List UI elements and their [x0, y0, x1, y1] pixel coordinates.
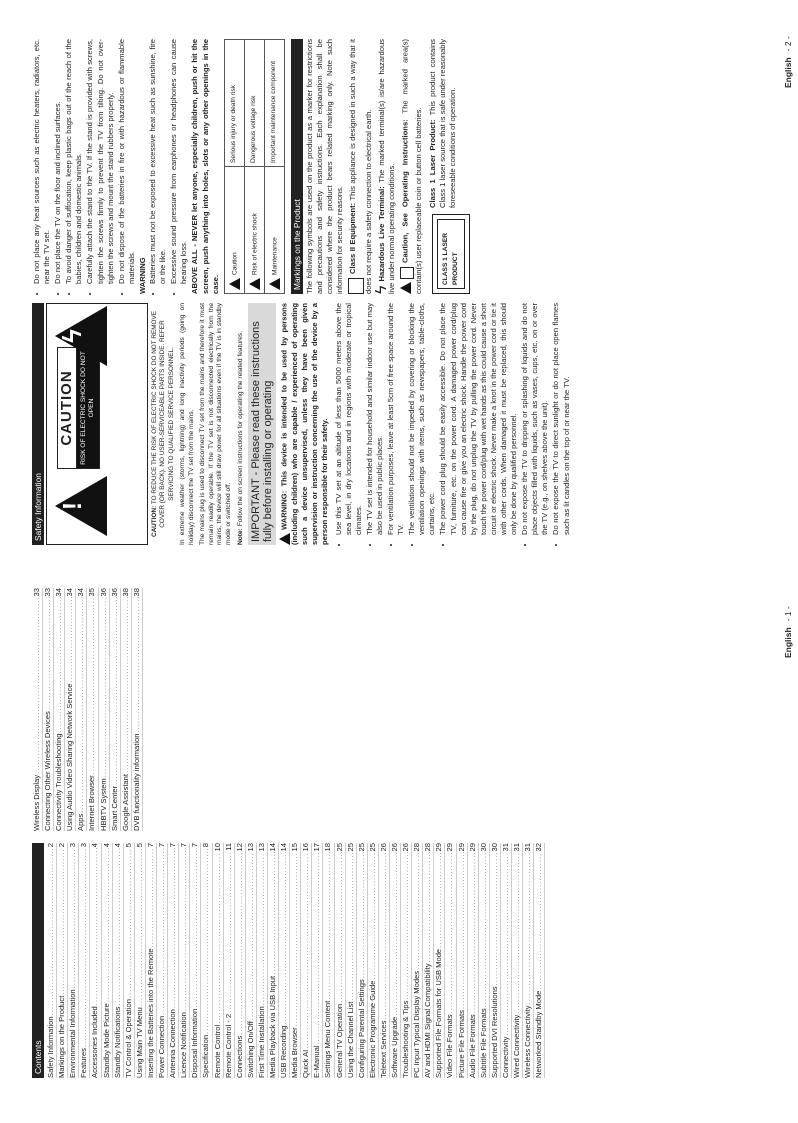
toc-entry[interactable]	[124, 843, 135, 1078]
toc-title: Audio File Formats	[467, 1014, 477, 1078]
toc-list-continued	[32, 588, 143, 831]
toc-leader	[323, 852, 333, 999]
toc-title: Specification	[201, 1034, 211, 1078]
footer-right	[783, 36, 793, 88]
toc-title: General TV Operation	[334, 1003, 344, 1078]
toc-title: Media Playback via USB Input	[267, 975, 277, 1078]
toc-page: 34	[65, 588, 75, 597]
toc-entry[interactable]	[76, 588, 87, 831]
toc-page: 30	[478, 843, 488, 852]
legend-icon	[249, 278, 260, 290]
toc-page: 11	[223, 843, 233, 851]
toc-leader	[168, 848, 178, 1008]
toc-entry[interactable]	[79, 843, 90, 1078]
toc-entry[interactable]	[113, 843, 124, 1078]
bullet-item: • For ventilation purposes, leave at least 5cm of free space around the TV.	[386, 303, 406, 535]
toc-leader	[301, 852, 311, 1048]
toc-entry[interactable]	[257, 843, 268, 1078]
toc-entry[interactable]	[457, 843, 468, 1078]
bullet-item: • Carefully attach the stand to the TV. If the stand is provided with screws, tighten the screws firmly to prevent the TV from tilting. Do not over-tighten the screws and mount the stand rubbers properly.	[85, 39, 115, 284]
legend-row	[264, 40, 284, 294]
toc-page: 16	[301, 843, 311, 852]
contents-heading: Contents	[32, 843, 44, 1078]
toc-entry[interactable]	[224, 843, 235, 1078]
toc-page: 25	[367, 843, 377, 852]
toc-page: 5	[123, 843, 133, 848]
toc-page: 38	[131, 588, 141, 597]
toc-title: Inserting the Batteries into the Remote	[145, 948, 155, 1078]
toc-leader	[68, 848, 78, 988]
toc-leader	[423, 852, 433, 962]
legend-label: Risk of electric shock	[250, 213, 258, 275]
toc-leader	[312, 852, 322, 1044]
safety-column-1	[32, 303, 573, 545]
toc-leader	[235, 852, 245, 1034]
toc-entry[interactable]	[501, 843, 512, 1078]
contents-column-2	[32, 588, 143, 831]
toc-page: 35	[87, 588, 97, 597]
toc-entry[interactable]	[121, 588, 132, 831]
toc-page: 29	[467, 843, 477, 852]
toc-page: 36	[98, 588, 108, 597]
legend-icon	[269, 278, 280, 290]
toc-leader	[201, 848, 211, 1034]
toc-page: 29	[434, 843, 444, 852]
toc-entry[interactable]	[323, 843, 334, 1078]
toc-page: 28	[412, 843, 422, 852]
toc-leader	[268, 852, 278, 974]
laser-label-box: CLASS 1 LASER PRODUCT	[432, 214, 470, 294]
legend-desc: Important maintenance component	[264, 40, 284, 167]
toc-leader	[479, 852, 489, 1007]
toc-page: 5	[134, 843, 144, 848]
toc-entry[interactable]	[179, 843, 190, 1078]
toc-page: 25	[334, 843, 344, 852]
toc-title: Electronic Programme Guide	[367, 980, 377, 1078]
toc-leader	[434, 852, 444, 947]
toc-page: 14	[267, 843, 277, 852]
toc-leader	[357, 852, 367, 978]
legend-row	[244, 40, 264, 294]
toc-leader	[457, 852, 467, 1009]
battery-bullets	[148, 39, 189, 294]
toc-entry[interactable]	[68, 843, 79, 1078]
toc-page: 13	[256, 843, 266, 852]
toc-leader	[135, 848, 145, 1006]
toc-leader	[76, 597, 86, 812]
lightning-icon: ϟ	[373, 285, 391, 294]
toc-title: E-Manual	[312, 1045, 322, 1078]
toc-title: Software Upgrade	[390, 1016, 399, 1078]
toc-title: USB Recording	[279, 1025, 289, 1078]
toc-title: Licence Notification	[179, 1012, 189, 1078]
toc-leader	[346, 852, 356, 1000]
bullet-item: • Use this TV set at an altitude of less than 5000 meters above the sea level, in dry locations and in regions with moderate or tropical climates.	[334, 303, 364, 535]
toc-page: 26	[378, 843, 388, 852]
toc-page: 8	[201, 843, 211, 848]
caution-sub: RISK OF ELECTRIC SHOCK DO NOT OPEN	[77, 348, 99, 468]
symbol-legend-table	[224, 39, 285, 294]
toc-entry[interactable]	[90, 843, 101, 1078]
toc-title: Video File Formats	[445, 1014, 455, 1078]
toc-title: Safety Information	[46, 1016, 56, 1078]
toc-entry[interactable]	[132, 588, 143, 831]
toc-leader	[79, 848, 89, 1047]
important-banner: IMPORTANT - Please read these instructions fully before installing or operating	[248, 303, 276, 545]
toc-leader	[257, 852, 267, 1005]
toc-leader	[90, 848, 100, 1005]
bullet-item: • Do not expose the TV to dripping or splashing of liquids and do not place objects filled with liquids, such as vases, cups, etc. on or over the TV (e.g., on shelves above the unit).	[520, 303, 550, 535]
toc-page: 7	[145, 843, 155, 848]
toc-page: 33	[43, 588, 53, 597]
footer-left	[783, 606, 793, 658]
toc-title: Remote Control	[212, 1024, 222, 1078]
toc-entry[interactable]	[157, 843, 168, 1078]
toc-title: Standby Mode Picture	[101, 1003, 111, 1078]
toc-title: Subtitle File Formats	[478, 1008, 488, 1078]
toc-page: 13	[245, 843, 255, 852]
toc-title: PC Input Typical Display Modes	[412, 970, 422, 1078]
bullet-item: • Do not place the TV on the floor and inclined surfaces.	[53, 39, 63, 284]
warning-icon	[279, 533, 290, 545]
toc-entry[interactable]	[65, 588, 76, 831]
toc-entry[interactable]	[346, 843, 357, 1078]
toc-page: 18	[323, 843, 333, 852]
toc-page: 4	[90, 843, 100, 848]
toc-page: 15	[290, 843, 300, 852]
toc-entry[interactable]	[479, 843, 490, 1078]
toc-page: 31	[500, 843, 510, 852]
toc-title: Accessories Included	[90, 1006, 100, 1078]
toc-entry[interactable]	[490, 843, 501, 1078]
footer-lang: English	[783, 57, 793, 88]
toc-leader	[65, 597, 75, 682]
toc-leader	[102, 848, 112, 1002]
bullet-item: • The TV set is intended for household and similar indoor use but may also be used in public places.	[365, 303, 385, 535]
toc-leader	[157, 848, 167, 1015]
bullet-item: • The power cord plug should be easily accessible. Do not place the TV, furniture, etc. on the power cord. A damaged power cord/plug can cause fire or give you an electric shock. Handle the power cord by the plug, do not unplug the TV by pulling the power cord. Never touch the power cord/plug with wet hands as this could cause a short circuit or electric shock. Never make a knot in the power cord or tie it with other cords. When damaged it must be replaced, this should only be done by qualified personnel.	[438, 303, 519, 535]
toc-entry[interactable]	[168, 843, 179, 1078]
toc-title: Connecting Other Wireless Devices	[43, 711, 53, 831]
bullet-item: • To avoid danger of suffocation, keep plastic bags out of the reach of the babies, children and domestic animals.	[64, 39, 84, 284]
toc-title: Antenna Connection	[168, 1009, 178, 1078]
toc-entry[interactable]	[445, 843, 456, 1078]
toc-page: 7	[168, 843, 178, 848]
live-terminal-item: ϟHazardous Live Terminal: The marked terminal(s) is/are hazardous live under normal operating conditions.	[373, 39, 397, 294]
toc-page: 7	[179, 843, 189, 848]
bullet-item: • Do not place any heat sources such as electric heaters, radiators, etc. near the TV set.	[32, 39, 52, 284]
class-ii-icon	[348, 278, 364, 294]
caution-title: CAUTION	[58, 348, 77, 468]
toc-page: 38	[120, 588, 130, 597]
toc-page: 12	[234, 843, 244, 852]
legend-icon	[229, 278, 240, 290]
toc-leader	[54, 597, 64, 732]
toc-page: 29	[445, 843, 455, 852]
toc-entry[interactable]	[368, 843, 379, 1078]
toc-entry[interactable]	[102, 843, 113, 1078]
toc-entry[interactable]	[46, 843, 57, 1078]
bullet-item: • Do not dispose of the batteries in fire or with hazardous or flammable materials.	[117, 39, 137, 284]
markings-intro: The following symbols are used on the product as a marker for restrictions and precautions and safety instructions. Each explanation shall be considered where the product bears related marking only. Note such information for security reasons.	[304, 39, 345, 294]
bullet-item: • Excessive sound pressure from earphones or headphones can cause hearing loss.	[169, 39, 189, 284]
toc-leader	[121, 597, 131, 773]
toc-page: 3	[79, 843, 89, 848]
toc-entry[interactable]	[534, 843, 545, 1078]
toc-title: HBBTV System	[98, 778, 108, 831]
legend-label: Maintenance	[270, 237, 278, 275]
toc-leader	[146, 848, 156, 947]
toc-title: Connections	[234, 1035, 244, 1078]
toc-leader	[57, 848, 67, 994]
toc-title: Connectivity Troubleshooting	[54, 733, 64, 831]
disconnect-note: In extreme weather (storms, lightning) and long inactivity periods (going on holiday) disconnect the TV set from the mains.	[178, 303, 195, 545]
toc-leader	[110, 597, 120, 784]
toc-page: 4	[101, 843, 111, 848]
lightning-warning-icon: ϟ	[55, 306, 107, 366]
class2-item: Class II Equipment: This appliance is designed in such a way that it does not require a safety connection to electrical earth.	[348, 39, 374, 294]
toc-entry[interactable]	[401, 843, 412, 1078]
toc-entry[interactable]	[379, 843, 390, 1078]
toc-entry[interactable]	[434, 843, 445, 1078]
toc-entry[interactable]	[390, 843, 401, 1078]
toc-entry[interactable]	[523, 843, 534, 1078]
toc-entry[interactable]	[235, 843, 246, 1078]
toc-title: Wired Connectivity	[512, 1014, 522, 1078]
laser-item: CLASS 1 LASER PRODUCT Class 1 Laser Product: This product contains Class 1 laser source that is safe under reasonably foreseeable conditions of operation.	[428, 39, 470, 294]
toc-title: Using Audio Video Sharing Network Service	[65, 683, 75, 831]
toc-leader	[512, 852, 522, 1013]
toc-entry[interactable]	[301, 843, 312, 1078]
toc-entry[interactable]	[201, 843, 212, 1078]
toc-entry[interactable]	[213, 843, 224, 1078]
toc-title: Smart Center	[109, 785, 119, 831]
footer-page: - 2 -	[783, 36, 793, 52]
toc-page: 10	[212, 843, 222, 852]
toc-entry[interactable]	[99, 588, 110, 831]
toc-entry[interactable]	[312, 843, 323, 1078]
toc-entry[interactable]	[54, 588, 65, 831]
legend-row	[224, 40, 244, 294]
toc-entry[interactable]	[110, 588, 121, 831]
toc-title: Picture File Formats	[456, 1010, 466, 1078]
toc-page: 2	[57, 843, 67, 848]
above-all-note: ABOVE ALL - NEVER let anyone, especially children, push or hit the screen, push anything into holes, slots or any other openings in the case.	[190, 39, 220, 294]
caution-panel	[46, 303, 148, 545]
toc-page: 25	[356, 843, 366, 852]
toc-title: Using the Channel List	[345, 1001, 355, 1078]
toc-entry[interactable]	[423, 843, 434, 1078]
toc-leader	[213, 852, 223, 1023]
toc-page: 33	[32, 588, 41, 597]
toc-leader	[179, 848, 189, 1011]
toc-page: 28	[423, 843, 433, 852]
toc-page: 2	[46, 843, 56, 848]
toc-leader	[224, 852, 234, 1013]
toc-title: First Time Installation	[256, 1006, 266, 1078]
toc-entry[interactable]	[357, 843, 368, 1078]
toc-entry[interactable]	[290, 843, 301, 1078]
toc-title: Quick AI	[301, 1049, 311, 1078]
toc-list	[46, 843, 545, 1078]
footer-lang: English	[783, 627, 793, 658]
toc-page: 34	[76, 588, 86, 597]
toc-leader	[113, 848, 123, 1005]
warning-paragraph: WARNING: This device is intended to be used by persons (including children) who are capable / experienced of operating such a device unsupervised, unless they have been given supervision or instruction concerning the use of the device by a person responsible for their safety.	[279, 303, 330, 545]
manual-icon	[400, 267, 414, 279]
toc-title: Media Browser	[290, 1027, 300, 1078]
toc-leader	[501, 852, 511, 1035]
toc-title: TV Control & Operation	[123, 999, 133, 1078]
safety-bullets	[334, 303, 572, 545]
features-note: Note: Follow the on screen instructions for operating the related features.	[236, 330, 244, 545]
toc-title: Wireless Connectivity	[523, 1005, 533, 1078]
toc-entry[interactable]	[512, 843, 523, 1078]
toc-page: 25	[345, 843, 355, 852]
toc-title: Internet Browser	[87, 775, 97, 831]
toc-title: Networked Standby Mode	[534, 990, 544, 1078]
toc-leader	[534, 852, 544, 989]
toc-leader	[32, 597, 42, 773]
footer-page: - 1 -	[783, 606, 793, 622]
contents-column-1	[32, 843, 545, 1078]
toc-leader	[335, 852, 345, 1002]
toc-entry[interactable]	[57, 843, 68, 1078]
toc-leader	[379, 852, 389, 1019]
toc-title: Teletext Services	[378, 1020, 388, 1078]
safety-heading: Safety Information	[32, 303, 44, 545]
toc-entry[interactable]	[146, 843, 157, 1078]
toc-title: Using Main TV Menu	[134, 1007, 144, 1078]
toc-page: 31	[512, 843, 522, 852]
toc-title: Environmental Information	[68, 989, 78, 1078]
toc-title: Wireless Display	[32, 774, 41, 831]
caution-icon	[400, 282, 411, 294]
bullet-item: • Batteries must not be exposed to excessive heat such as sunshine, fire or the like.	[148, 39, 168, 284]
toc-leader	[124, 848, 134, 998]
toc-page: 17	[312, 843, 322, 852]
toc-entry[interactable]	[32, 588, 43, 831]
toc-title: Troubleshooting & Tips	[401, 1000, 411, 1078]
toc-title: Standby Notifications	[112, 1006, 122, 1078]
toc-page: 26	[401, 843, 411, 852]
toc-title: Google Assistant	[120, 774, 130, 831]
toc-leader	[46, 848, 56, 1015]
toc-leader	[190, 848, 200, 1008]
toc-title: Apps	[76, 813, 86, 831]
toc-leader	[412, 852, 422, 969]
toc-entry[interactable]	[190, 843, 201, 1078]
toc-title: Switching On/Off	[245, 1021, 255, 1078]
toc-title: Supported DVI Resolutions	[489, 986, 499, 1078]
toc-title: DVB functionality information	[131, 733, 141, 831]
toc-leader	[390, 852, 400, 1015]
toc-page: 4	[112, 843, 122, 848]
toc-entry[interactable]	[43, 588, 54, 831]
toc-leader	[87, 597, 97, 774]
legend-desc: Dangerous voltage risk	[244, 40, 264, 167]
warning-label: WARNING	[137, 257, 147, 294]
toc-entry[interactable]	[268, 843, 279, 1078]
toc-entry[interactable]	[468, 843, 479, 1078]
toc-leader	[468, 852, 478, 1013]
toc-leader	[132, 597, 142, 732]
toc-leader	[523, 852, 533, 1004]
toc-entry[interactable]	[412, 843, 423, 1078]
toc-leader	[43, 597, 53, 710]
toc-page: 31	[523, 843, 533, 852]
toc-title: Markings on the Product	[57, 995, 67, 1078]
operating-instructions-item: Caution, See Operating Instructions: The marked area(s) contain(s) user replaceable coin or button cell batteries.	[400, 39, 424, 294]
mains-plug-note: The mains plug is used to disconnect TV set from the mains and therefore it must remain readily operable. If the TV set is not disconnected electrically from the mains, the device will still draw power for all situations even if the TV is in standby mode or switched off.	[199, 303, 232, 545]
toc-leader	[246, 852, 256, 1020]
toc-page: 26	[390, 843, 399, 852]
toc-title: Features	[79, 1048, 89, 1078]
toc-entry[interactable]	[279, 843, 290, 1078]
toc-entry[interactable]	[135, 843, 146, 1078]
toc-title: Configuring Parental Settings	[356, 979, 366, 1078]
toc-leader	[279, 852, 289, 1024]
toc-title: Disposal Information	[190, 1008, 200, 1078]
toc-page: 36	[109, 588, 119, 597]
toc-leader	[445, 852, 455, 1013]
toc-page: 3	[68, 843, 78, 848]
toc-leader	[99, 597, 109, 777]
safety-column-2	[32, 39, 470, 294]
toc-leader	[368, 852, 378, 979]
toc-title: AV and HDMI Signal Compatibility	[423, 963, 433, 1078]
toc-page: 34	[54, 588, 64, 597]
legend-desc: Serious injury or death risk	[224, 40, 244, 167]
toc-page: 7	[157, 843, 167, 848]
safety-bullets-continued	[32, 39, 137, 294]
toc-entry[interactable]	[87, 588, 98, 831]
toc-page: 14	[279, 843, 289, 852]
legend-label: Caution	[230, 252, 238, 275]
toc-entry[interactable]	[335, 843, 346, 1078]
toc-page: 29	[456, 843, 466, 852]
toc-title: Connectivity	[500, 1036, 510, 1078]
toc-leader	[290, 852, 300, 1026]
toc-page: 7	[190, 843, 200, 848]
toc-title: Remote Control - 2	[223, 1013, 233, 1078]
toc-page: 32	[534, 843, 544, 852]
bullet-item: • Do not expose the TV to direct sunlight or do not place open flames such as lit candles on the top of or near the TV.	[551, 303, 571, 535]
markings-heading: Markings on the Product	[291, 39, 303, 294]
caution-note: CAUTION: TO REDUCE THE RISK OF ELECTRIC SHOCK DO NOT REMOVE COVER (OR BACK). NO USER-SERVICEABLE PARTS INSIDE. REFER SERVICING TO QUALIFIED SERVICE PERSONNEL.	[151, 310, 175, 538]
toc-leader	[490, 852, 500, 985]
toc-entry[interactable]	[246, 843, 257, 1078]
toc-title: Settings Menu Content	[323, 1000, 333, 1078]
toc-title: Supported File Formats for USB Mode	[434, 948, 444, 1078]
toc-title: Power Connection	[157, 1015, 167, 1078]
exclamation-warning-icon: !	[55, 476, 107, 536]
toc-leader	[401, 852, 411, 999]
bullet-item: • The ventilation should not be impeded by covering or blocking the ventilation openings with items, such as newspapers, table-cloths, curtains, etc.	[407, 303, 437, 535]
toc-page: 30	[489, 843, 499, 852]
